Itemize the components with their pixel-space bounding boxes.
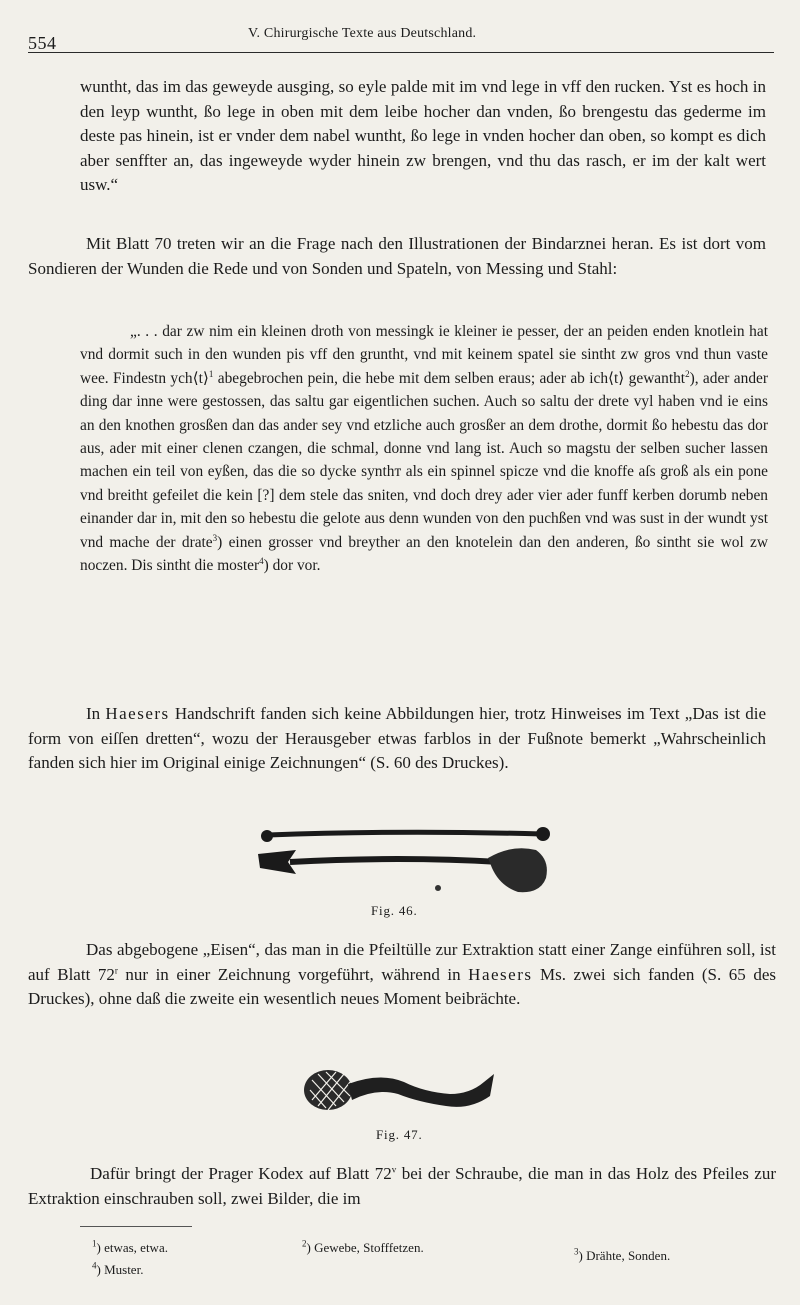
ink-dot [435, 885, 441, 891]
paragraph-4 [28, 938, 776, 1012]
footnote-text: ) Muster. [96, 1262, 144, 1277]
paragraph-3-before: In [86, 704, 106, 723]
quote-part-3: ), ader ander ding dar inne were gestossen, das saltu gar eigentlichen suchen. Auch so saltu der drete vyl haben vnd ie eins an den knothen grosßen dan das ander sey vnd etzliche auch grosßer an dem drothe, dormit ßo hebestu das dor aus, ader mit einer clenen czangen, die schmal, donne vnd lang ist. Auch so magstu der selben sucher lassen machen ein teil von eyßen, das die so dycke synthт als ein spinnel spicze vnd die knoffe aſs groß als ein pone vnd breitht gefeilet die kein [?] dem stele das sniten, vnd doch drey ader vier ader funff kerben dorumb neben einander dar in, mit den so hebestu die gelote aus denn wunden von den puchßen vnd was sust in der wundt yst vnd mache der drate [80, 369, 768, 551]
footnote-1 [92, 1240, 168, 1256]
paragraph-2: Mit Blatt 70 treten wir an die Frage nach den Illustrationen der Bindarznei heran. Es ist dort vom Sondieren der Wunden die Rede und von Sonden und Spateln, von Messing und Stahl: [28, 234, 766, 278]
paragraph-5 [28, 1162, 776, 1211]
author-name-haesers: Haesers [105, 704, 170, 723]
paragraph-3-after: Handschrift fanden sich keine Abbildungen hier, trotz Hinweises im Text „Das ist die form von eiſſen dretten“, wozu der Herausgeber etwas farblos in der Fußnote bemerkt „Wahrscheinlich fanden sich hier im Original einige Zeichnungen“ (S. 60 des Druckes). [28, 704, 766, 772]
footnote-mark: 3 [574, 1246, 579, 1257]
footnote-mark: 4 [92, 1260, 97, 1271]
footnote-ref-4: 4 [259, 555, 264, 566]
footnote-2 [302, 1240, 424, 1256]
probe-knob-right [536, 827, 550, 841]
footnote-text: ) etwas, etwa. [96, 1240, 168, 1255]
author-name-haesers-2: Haesers [468, 964, 533, 984]
footnote-4 [92, 1262, 143, 1278]
quote-part-5: ) dor vor. [263, 557, 321, 575]
footnote-text: ) Drähte, Sonden. [578, 1248, 671, 1263]
paragraph-4-after: Ms. zwei sich fanden (S. 65 des Druckes), ohne daß die zweite ein wesentlich neues Moment beibrächte. [28, 964, 776, 1008]
page-header [28, 24, 774, 53]
paragraph-4-middle: nur in einer Zeichnung vorgeführt, während in [117, 964, 469, 984]
recto-mark: r [114, 964, 118, 975]
footnote-ref-3: 3 [212, 532, 218, 543]
quote-part-2: abegebrochen pein, die hebe mit dem selben eraus; ader ab ich⟨t⟩ gewantht [213, 369, 686, 387]
quote-part-4: ) einen grosser vnd breyther an den knotelein dan den anderen, ßo sintht sie wol zw noczen. Dis sintht die moster [80, 533, 768, 575]
verso-mark: v [391, 1164, 397, 1175]
paragraph-4-before: Das abgebogene „Eisen“, das man in die Pfeiltülle zur Extraktion statt einer Zange einführen soll, ist auf Blatt 72 [28, 940, 776, 984]
figure-47-illustration [300, 1060, 500, 1120]
spatula-shaft [290, 859, 500, 862]
figure-46-illustration [250, 820, 560, 900]
probe-knob-left [261, 830, 273, 842]
quote-part-1: „. . . dar zw nim ein kleinen droth von messingk ie kleiner ie pesser, der an peiden enden knotlein hat vnd dormit such in den wunden pis vff den gruntht, vnd mit keinem spatel sie sintht zw gros vnd thun vaste wee. Findestn ych⟨t⟩ [80, 323, 768, 387]
paragraph-5-after: bei der Schraube, die man in das Holz des Pfeiles zur Extraktion einschrauben soll, zwei Bilder, die im [28, 1164, 776, 1208]
paragraph-5-before: Dafür bringt der Prager Kodex auf Blatt 72 [90, 1164, 392, 1183]
footnote-mark: 2 [302, 1238, 307, 1249]
probe-rod [268, 832, 542, 835]
spatula-blade [488, 848, 547, 892]
footnote-ref-2: 2 [685, 368, 690, 379]
running-head: V. Chirurgische Texte aus Deutschland. [248, 26, 477, 41]
screw-shaft [348, 1074, 494, 1107]
footnote-3 [574, 1248, 670, 1264]
figure-47-caption: Fig. 47. [376, 1127, 423, 1142]
footnote-mark: 1 [92, 1238, 97, 1249]
quotation-block [80, 320, 768, 577]
footnote-ref-1: 1 [208, 368, 214, 379]
paragraph-1: wuntht, das im das geweyde ausging, so eyle palde mit im vnd lege in vff den rucken. Yst es hoch in den leyp wuntht, ßo lege in oben mit dem leibe hocher dan vnden, ßo brengestu das gederme im deste pas hinein, ist er vnder dem nabel wuntht, ßo lege in vnden hocher dan oben, so kompt es dich aber senffter an, das ingeweyde wyder hinein zw brengen, vnd thu das rasch, er im der kalt wert usw.“ [80, 77, 766, 194]
figure-46-caption: Fig. 46. [371, 903, 418, 918]
footnote-text: ) Gewebe, Stofffetzen. [306, 1240, 424, 1255]
page-number: 554 [28, 33, 57, 53]
paragraph-3 [28, 702, 766, 776]
footnote-rule [80, 1226, 192, 1227]
